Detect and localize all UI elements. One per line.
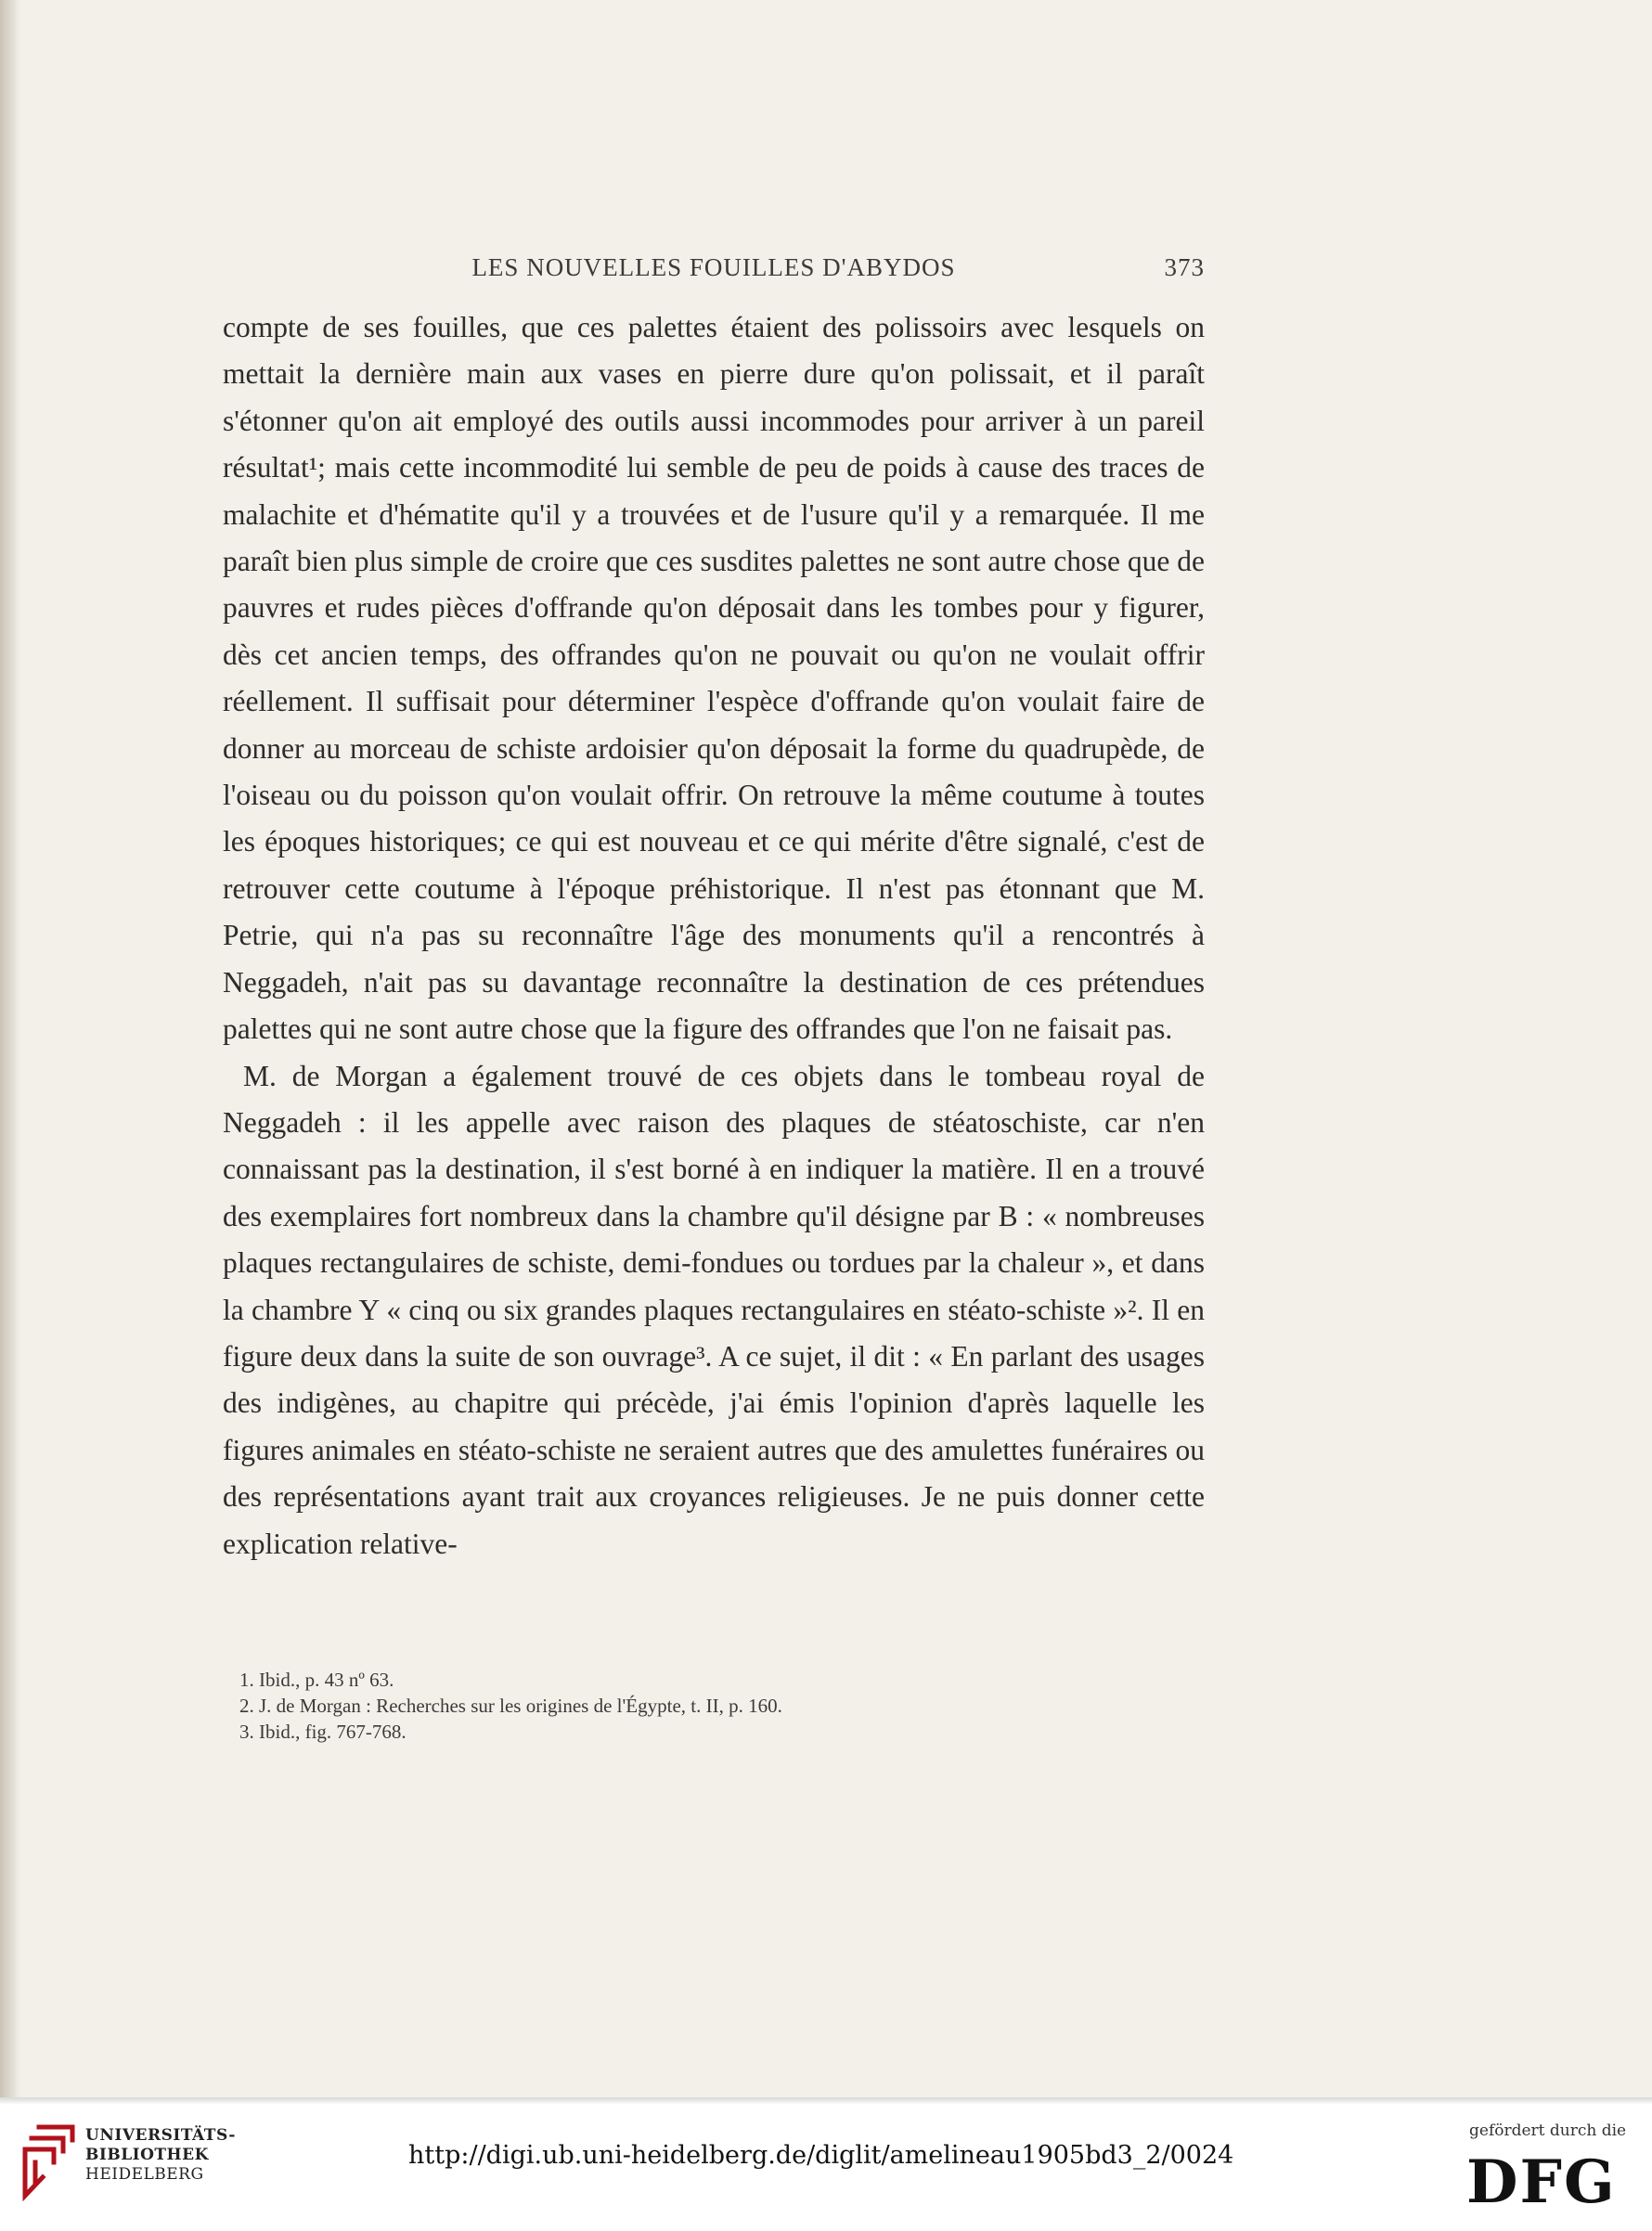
- body-text: [223, 304, 1205, 1567]
- footnotes: [239, 1667, 1205, 1745]
- footnote-number: 1.: [239, 1669, 254, 1691]
- footnote-text: Ibid., p. 43 nº 63.: [259, 1669, 394, 1691]
- dfg-logo: DFG: [1466, 2147, 1617, 2217]
- library-name-line: UNIVERSITÄTS-: [85, 2126, 236, 2145]
- library-name-line: HEIDELBERG: [85, 2165, 204, 2184]
- footnote-text: Ibid., fig. 767-768.: [259, 1721, 407, 1743]
- library-logo-icon: [20, 2121, 78, 2201]
- footer-divider: [0, 2097, 1652, 2105]
- library-name: [85, 2126, 236, 2185]
- paragraph: M. de Morgan a également trouvé de ces objets dans le tombeau royal de Neggadeh : il les appelle avec raison des plaques de stéatoschiste, car n'en connaissant pas la destination, il s'est borné à en indiquer la matière. Il en a trouvé des exemplaires fort nombreux dans la chambre qu'il désigne par B : « nombreuses plaques rectangulaires de schiste, demi-fondues ou tordues par la chaleur », et dans la chambre Y « cinq ou six grandes plaques rectangulaires en stéato-schiste »². Il en figure deux dans la suite de son ouvrage³. A ce sujet, il dit : « En parlant des usages des indigènes, au chapitre qui précède, j'ai émis l'opinion d'après laquelle les figures animales en stéato-schiste ne seraient autres que des amulettes funéraires ou des représentations ayant trait aux croyances religieuses. Je ne puis donner cette explication relative-: [223, 1059, 1205, 1560]
- funding-caption: gefördert durch die: [1469, 2121, 1627, 2140]
- running-head: [223, 253, 1205, 290]
- footnote: [239, 1693, 1205, 1719]
- footnote-text: J. de Morgan : Recherches sur les origines de l'Égypte, t. II, p. 160.: [259, 1695, 782, 1717]
- footnote-number: 3.: [239, 1721, 254, 1743]
- page-number: 373: [1164, 253, 1205, 281]
- running-title: LES NOUVELLES FOUILLES D'ABYDOS: [471, 253, 956, 281]
- footnote-number: 2.: [239, 1695, 254, 1717]
- footnote: [239, 1667, 1205, 1693]
- permalink-url[interactable]: http://digi.ub.uni-heidelberg.de/diglit/amelineau1905bd3_2/0024: [408, 2141, 1234, 2170]
- library-name-line: BIBLIOTHEK: [85, 2146, 209, 2164]
- paragraph: compte de ses fouilles, que ces palettes étaient des polissoirs avec lesquels on mettait la dernière main aux vases en pierre dure qu'on polissait, et il paraît s'étonner qu'on ait employé des outils aussi incommodes pour arriver à un pareil résultat¹; mais cette incommodité lui semble de peu de poids à cause des traces de malachite et d'hématite qu'il y a trouvées et de l'usure qu'il y a remarquée. Il me paraît bien plus simple de croire que ces susdites palettes ne sont autre chose que de pauvres et rudes pièces d'offrande qu'on déposait dans les tombes pour y figurer, dès cet ancien temps, des offrandes qu'on ne pouvait ou qu'on ne voulait offrir réellement. Il suffisait pour déterminer l'espèce d'offrande qu'on voulait faire de donner au morceau de schiste ardoisier qu'on déposait la forme du quadrupède, de l'oiseau ou du poisson qu'on voulait offrir. On retrouve la même coutume à toutes les époques historiques; ce qui est nouveau et ce qui mérite d'être signalé, c'est de retrouver cette coutume à l'époque préhistorique. Il n'est pas étonnant que M. Petrie, qui n'a pas su reconnaître l'âge des monuments qu'il a rencontrés à Neggadeh, n'ait pas su davantage reconnaître la destination de ces prétendues palettes qui ne sont autre chose que la figure des offrandes que l'on ne faisait pas.: [223, 311, 1205, 1046]
- footnote: [239, 1719, 1205, 1745]
